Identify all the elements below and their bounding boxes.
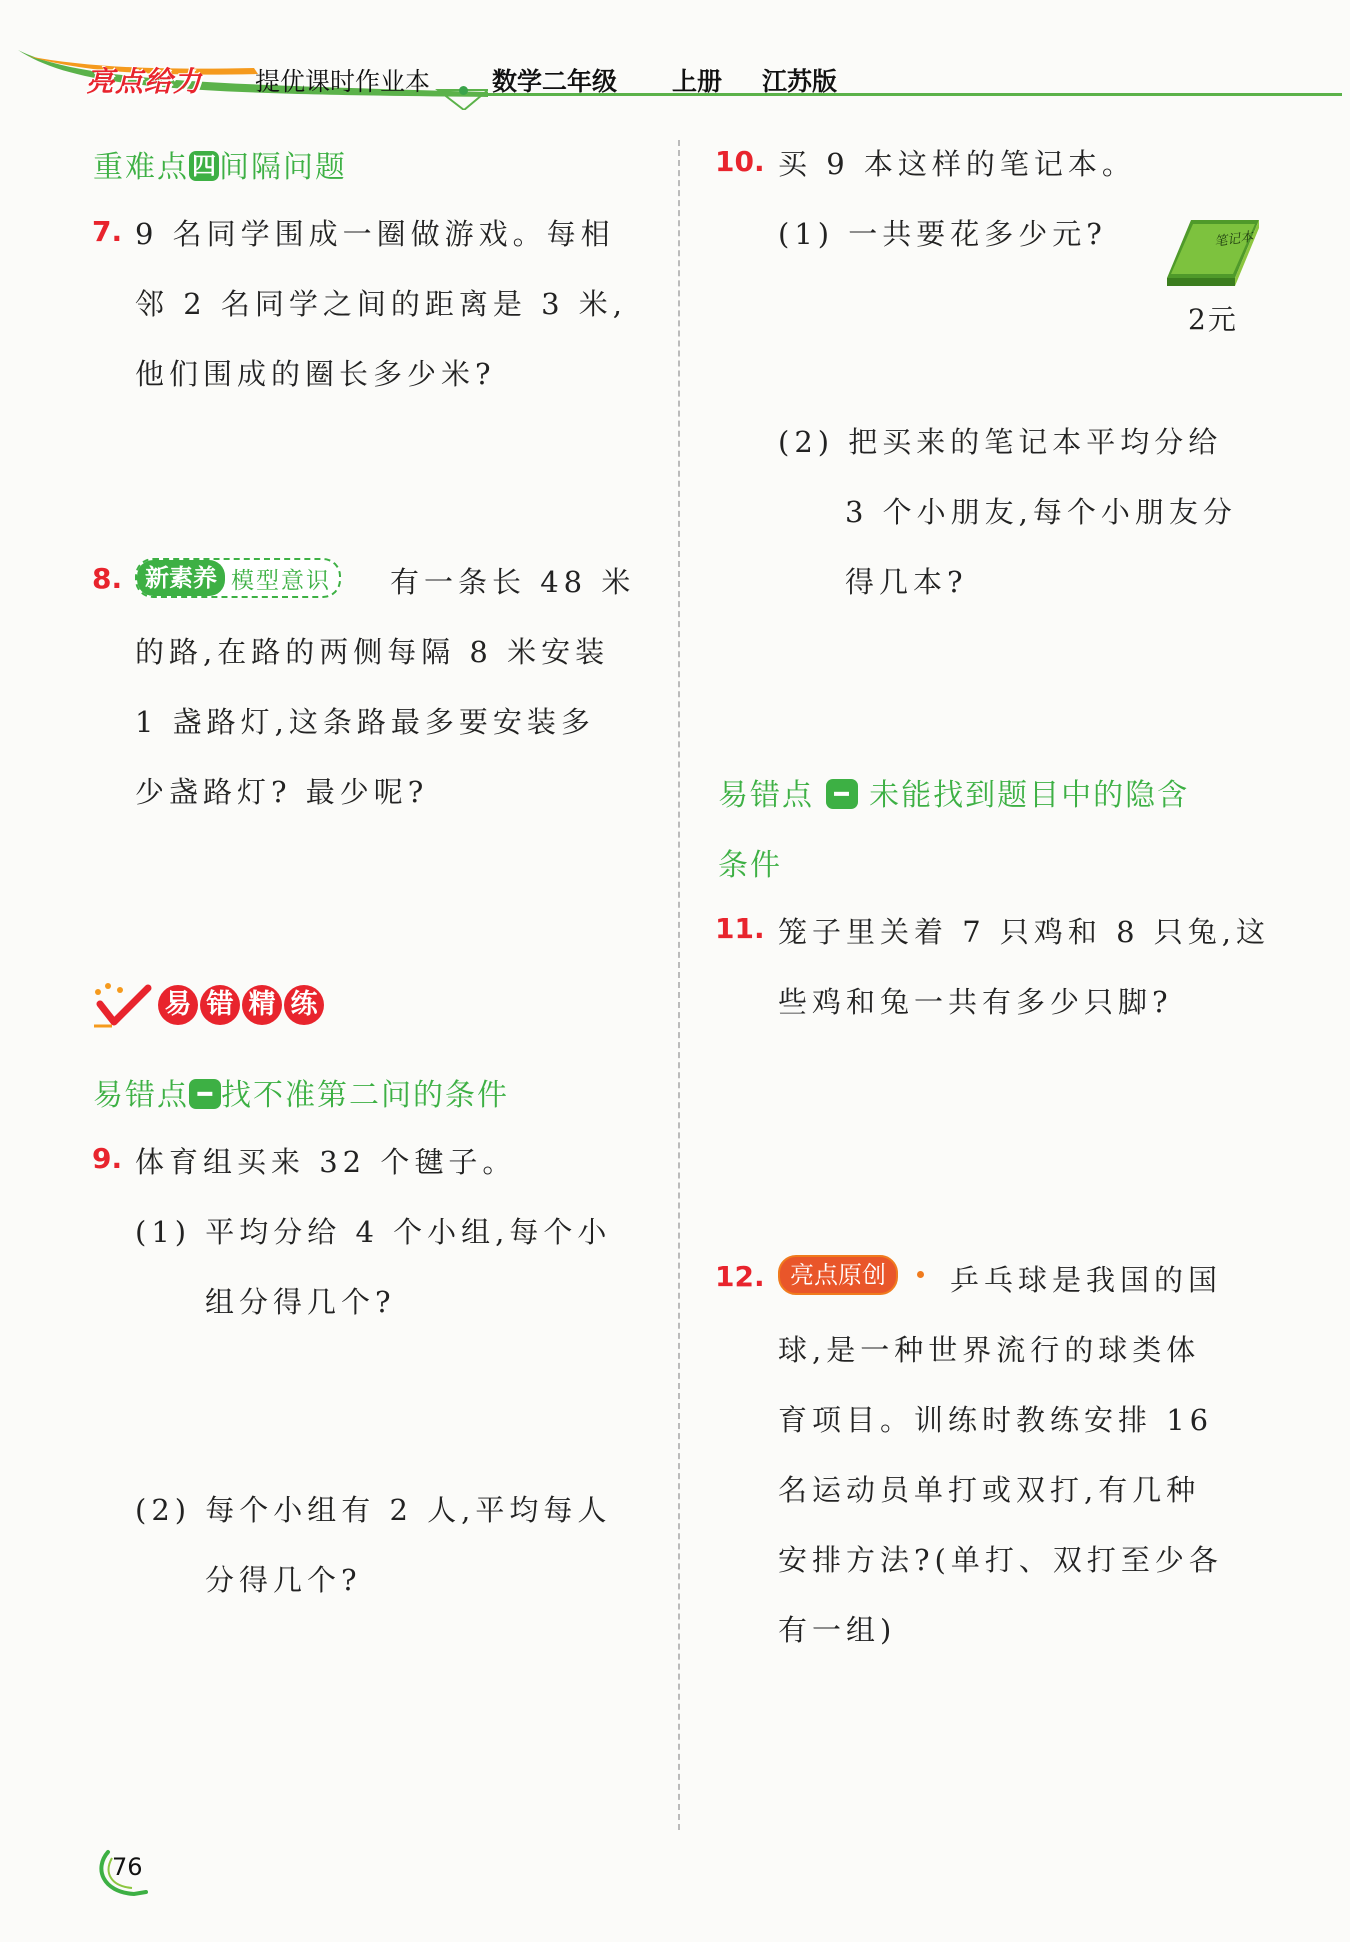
q8-line-3: 1 盏路灯,这条路最多要安装多 [135,705,595,739]
question-8-number: 8. [92,562,123,595]
brand-logo: 亮点给力 [86,65,203,98]
column-divider [678,140,680,1830]
q8-line-4: 少盏路灯? 最少呢? [135,775,429,809]
section-title-second-question: 易错点 ━ 找不准第二问的条件 [93,1078,509,1113]
question-11-number: 11. [715,912,765,945]
q12-line-2: 球,是一种世界流行的球类体 [778,1333,1201,1367]
edition: 江苏版 [762,67,838,96]
banner-error-practice [158,985,324,1025]
tag-new-literacy [135,558,341,598]
question-9-number: 9. [92,1142,123,1175]
q8-line-2: 的路,在路的两侧每隔 8 米安装 [135,635,610,669]
q9-stem: 体育组买来 32 个毽子。 [135,1145,517,1179]
tag-original: 亮点原创 [778,1255,898,1295]
q10-stem: 买 9 本这样的笔记本。 [778,147,1136,181]
q9-part1-line-1: (1) 平均分给 4 个小组,每个小 [135,1215,612,1249]
q12-line-6: 有一组) [778,1613,897,1647]
tag-model-awareness: 模型意识 [231,567,331,594]
q12-line-1: 乒乓球是我国的国 [950,1263,1223,1297]
banner-char: 精 [242,985,282,1025]
book-subtitle: 提优课时作业本 [255,67,431,96]
q11-line-1: 笼子里关着 7 只鸡和 8 只兔,这 [778,915,1270,949]
banner-char: 练 [284,985,324,1025]
q9-part1-line-2: 组分得几个? [205,1285,396,1319]
section-badge-one-icon: ━ [189,1079,221,1109]
page-number: 76 [112,1853,143,1881]
notebook-price: 2元 [1188,303,1238,336]
header-dot [459,86,468,95]
subject-grade: 数学二年级 [492,67,618,96]
question-10-number: 10. [715,145,765,178]
section-badge-one-icon: ━ [826,779,858,809]
q12-line-5: 安排方法?(单打、双打至少各 [778,1543,1223,1577]
q8-line-1: 有一条长 48 米 [390,565,636,599]
volume: 上册 [672,67,723,96]
q12-line-4: 名运动员单打或双打,有几种 [778,1473,1201,1507]
banner-char: 易 [158,985,198,1025]
section-title-hidden-condition: 易错点 ━ 未能找到题目中的隐含 [718,778,1190,813]
tag-original-dot [917,1271,924,1278]
q10-part1: (1) 一共要花多少元? [778,217,1107,251]
q10-part2-line-1: (2) 把买来的笔记本平均分给 [778,425,1223,459]
q11-line-2: 些鸡和兔一共有多少只脚? [778,985,1173,1019]
q10-part2-line-2: 3 个小朋友,每个小朋友分 [845,495,1237,529]
q12-line-3: 育项目。训练时教练安排 16 [778,1403,1214,1437]
section-title-hidden-condition-cont: 条件 [718,848,782,883]
tag-new-literacy-main: 新素养 [137,560,225,596]
section-badge: 四 [189,151,219,181]
q9-part2-line-1: (2) 每个小组有 2 人,平均每人 [135,1493,612,1527]
question-12-number: 12. [715,1260,765,1293]
q10-part2-line-3: 得几本? [845,565,968,599]
banner-char: 错 [200,985,240,1025]
q7-line-2: 邻 2 名同学之间的距离是 3 米, [135,287,627,321]
q7-line-3: 他们围成的圈长多少米? [135,357,496,391]
notebook-icon [1165,208,1261,293]
q7-line-1: 9 名同学围成一圈做游戏。每相 [135,217,615,251]
checkmark-icon [92,982,152,1030]
q9-part2-line-2: 分得几个? [205,1563,362,1597]
notebook-label: 笔记本 [1213,229,1255,250]
question-7-number: 7. [92,215,123,248]
section-title-interval: 重难点 四 间隔问题 [93,150,347,185]
